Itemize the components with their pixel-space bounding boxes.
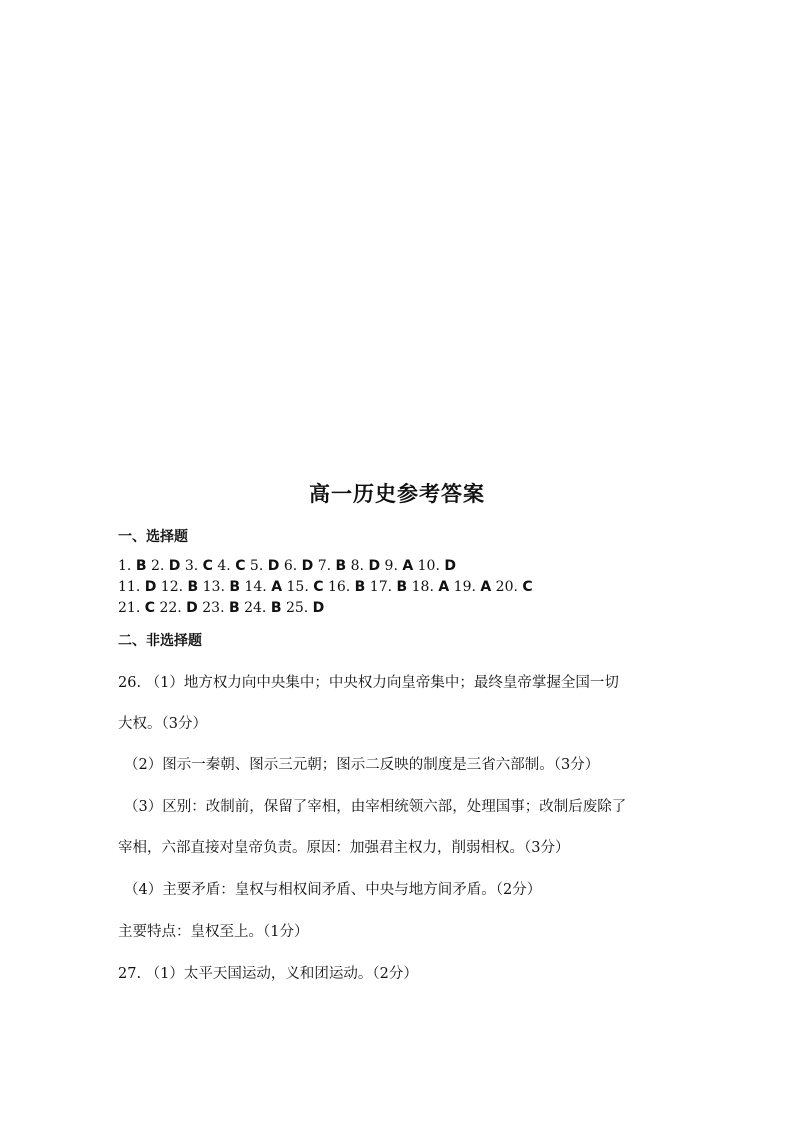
question-number: 9. [384,558,398,574]
question-number: 21. [118,600,141,616]
question-number: 4. [217,558,231,574]
question-number: 15. [286,579,309,595]
answer-line: （2）图示一秦朝、图示三元朝；图示二反映的制度是三省六部制。（3分） [124,757,600,773]
answer-letter: D [144,579,157,595]
mc-answer-line-2 [118,579,533,595]
mc-answer-line-1 [118,558,456,574]
question-number: 19. [453,579,476,595]
answer-line: 大权。（3分） [118,716,207,732]
mc-answer-line-3 [118,600,324,616]
answer-line: 27. （1）太平天国运动，义和团运动。（2分） [118,966,418,982]
question-number: 11. [118,579,141,595]
answer-letter: D [186,600,198,616]
question-number: 22. [159,600,182,616]
answer-letter: B [229,579,241,595]
question-number: 24. [244,600,267,616]
question-number: 2. [150,558,165,574]
section-heading-non-multiple-choice: 二、非选择题 [118,633,202,649]
answer-letter: C [144,600,155,616]
question-number: 8. [350,558,364,574]
question-number: 3. [184,558,199,574]
answer-line: 26. （1）地方权力向中央集中；中央权力向皇帝集中；最终皇帝掌握全国一切 [118,675,619,691]
question-number: 10. [417,558,440,574]
question-number: 1. [118,558,132,574]
answer-letter: A [271,579,283,595]
answer-letter: C [522,579,533,595]
question-number: 12. [160,579,184,595]
answer-letter: A [438,579,450,595]
question-number: 25. [285,600,309,616]
answer-line: 宰相，六部直接对皇帝负责。原因：加强君主权力，削弱相权。（3分） [118,840,570,856]
answer-letter: D [444,558,456,574]
answer-letter: D [312,600,325,616]
question-number: 20. [495,579,518,595]
answer-letter: B [187,579,199,595]
answer-letter: B [228,600,240,616]
question-number: 5. [249,558,264,574]
answer-letter: A [402,558,414,574]
answer-letter: D [301,558,314,574]
answer-letter: D [368,558,381,574]
question-number: 7. [317,558,332,574]
question-number: 17. [369,579,393,595]
answer-letter: D [267,558,280,574]
answer-line: （3）区别：改制前，保留了宰相，由宰相统领六部，处理国事；改制后废除了 [124,799,627,815]
answer-line: 主要特点：皇权至上。（1分） [118,924,309,940]
question-number: 16. [327,579,351,595]
answer-letter: B [335,558,347,574]
page-title: 高一历史参考答案 [309,482,485,506]
answer-letter: D [168,558,181,574]
answer-line: （4）主要矛盾：皇权与相权间矛盾、中央与地方间矛盾。（2分） [124,882,542,898]
answer-letter: C [235,558,246,574]
question-number: 14. [244,579,267,595]
section-heading-multiple-choice: 一、选择题 [118,529,188,545]
answer-letter: B [354,579,366,595]
question-number: 23. [202,600,225,616]
question-number: 6. [283,558,298,574]
answer-letter: C [313,579,324,595]
question-number: 18. [411,579,434,595]
answer-letter: C [202,558,213,574]
answer-letter: B [270,600,282,616]
question-number: 13. [202,579,225,595]
answer-letter: A [480,579,492,595]
answer-letter: B [135,558,147,574]
answer-letter: B [396,579,408,595]
